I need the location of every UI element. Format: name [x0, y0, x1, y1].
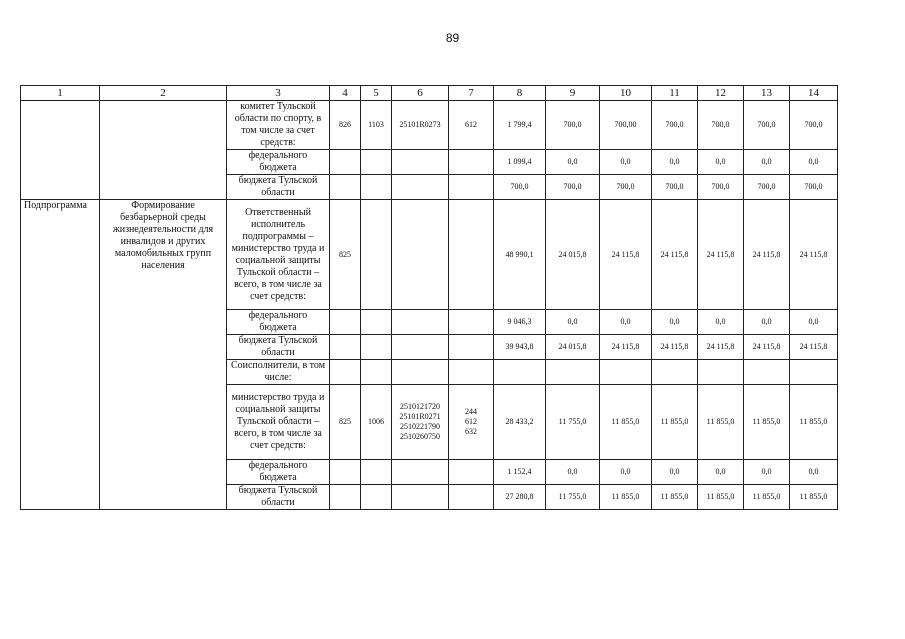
value-cell: 24 115,8 — [600, 335, 652, 360]
value-cell — [449, 335, 494, 360]
value-cell — [361, 360, 392, 385]
value-cell: 11 855,0 — [600, 485, 652, 510]
value-cell — [392, 360, 449, 385]
header-cell: 9 — [546, 86, 600, 101]
header-cell: 12 — [698, 86, 744, 101]
value-cell: 825 — [330, 385, 361, 460]
value-cell: 700,0 — [652, 175, 698, 200]
row-label-cell: комитет Тульской области по спорту, в том числе за счет средств: — [227, 101, 330, 150]
page-number: 89 — [445, 31, 460, 45]
value-cell — [330, 360, 361, 385]
value-cell — [330, 175, 361, 200]
value-cell: 0,0 — [790, 310, 838, 335]
header-cell: 3 — [227, 86, 330, 101]
value-cell: 9 046,3 — [494, 310, 546, 335]
value-cell: 11 855,0 — [744, 485, 790, 510]
value-cell — [361, 200, 392, 310]
value-cell: 700,0 — [698, 175, 744, 200]
value-cell: 700,0 — [790, 175, 838, 200]
header-cell: 4 — [330, 86, 361, 101]
value-cell: 24 115,8 — [698, 335, 744, 360]
value-cell — [361, 460, 392, 485]
value-cell: 11 855,0 — [652, 385, 698, 460]
header-cell: 14 — [790, 86, 838, 101]
value-cell: 700,0 — [546, 101, 600, 150]
value-cell: 700,0 — [494, 175, 546, 200]
value-cell: 24 115,8 — [600, 200, 652, 310]
value-cell: 24 115,8 — [652, 200, 698, 310]
value-cell: 0,0 — [600, 150, 652, 175]
value-cell: 0,0 — [698, 310, 744, 335]
value-cell — [449, 360, 494, 385]
value-cell: 24 015,8 — [546, 335, 600, 360]
value-cell — [744, 360, 790, 385]
value-cell: 0,0 — [744, 150, 790, 175]
value-cell — [392, 335, 449, 360]
value-cell: 825 — [330, 200, 361, 310]
value-cell — [330, 460, 361, 485]
block-sport-committee — [21, 101, 838, 200]
header-cell: 5 — [361, 86, 392, 101]
value-cell: 700,0 — [546, 175, 600, 200]
value-cell: 27 280,8 — [494, 485, 546, 510]
value-cell: 700,0 — [698, 101, 744, 150]
value-cell — [698, 360, 744, 385]
value-cell — [330, 310, 361, 335]
value-cell: 1006 — [361, 385, 392, 460]
value-cell: 700,0 — [744, 175, 790, 200]
value-cell: 11 855,0 — [698, 485, 744, 510]
value-cell — [790, 360, 838, 385]
value-cell — [361, 335, 392, 360]
value-cell: 2510121720 25101R0271 2510221790 2510260750 — [392, 385, 449, 460]
row-label-cell: Соисполнители, в том числе: — [227, 360, 330, 385]
value-cell — [449, 150, 494, 175]
row-label-cell: Ответственный исполнитель подпрограммы – министерство труда и социальной защиты Тульской области – всего, в том числе за счет средств: — [227, 200, 330, 310]
block-subprogram — [21, 200, 838, 510]
value-cell: 0,0 — [698, 150, 744, 175]
value-cell — [392, 460, 449, 485]
value-cell: 0,0 — [546, 460, 600, 485]
program-type-cell — [21, 101, 100, 200]
value-cell — [449, 175, 494, 200]
value-cell: 700,0 — [744, 101, 790, 150]
value-cell: 24 115,8 — [652, 335, 698, 360]
row-label-cell: бюджета Тульской области — [227, 485, 330, 510]
value-cell — [449, 460, 494, 485]
value-cell: 0,0 — [698, 460, 744, 485]
value-cell: 0,0 — [546, 310, 600, 335]
value-cell: 0,0 — [652, 150, 698, 175]
value-cell: 24 115,8 — [744, 335, 790, 360]
program-type-cell: Подпрограмма — [21, 200, 100, 510]
value-cell: 11 755,0 — [546, 385, 600, 460]
value-cell — [330, 485, 361, 510]
header-cell: 1 — [21, 86, 100, 101]
value-cell: 11 855,0 — [790, 485, 838, 510]
value-cell: 24 115,8 — [744, 200, 790, 310]
header-cell: 13 — [744, 86, 790, 101]
value-cell — [361, 150, 392, 175]
value-cell: 0,0 — [652, 460, 698, 485]
value-cell: 1 799,4 — [494, 101, 546, 150]
value-cell — [600, 360, 652, 385]
value-cell: 244 612 632 — [449, 385, 494, 460]
value-cell: 25101R0273 — [392, 101, 449, 150]
value-cell: 826 — [330, 101, 361, 150]
value-cell: 24 115,8 — [790, 335, 838, 360]
program-name-cell: Формирование безбарьерной среды жизнедеятельности для инвалидов и других маломобильных групп населения — [100, 200, 227, 510]
value-cell — [392, 200, 449, 310]
value-cell — [361, 310, 392, 335]
value-cell: 612 — [449, 101, 494, 150]
header-cell: 11 — [652, 86, 698, 101]
value-cell: 11 755,0 — [546, 485, 600, 510]
value-cell: 1103 — [361, 101, 392, 150]
header-cell: 8 — [494, 86, 546, 101]
value-cell: 0,0 — [600, 460, 652, 485]
value-cell: 0,0 — [546, 150, 600, 175]
value-cell — [449, 310, 494, 335]
row-label-cell: бюджета Тульской области — [227, 175, 330, 200]
value-cell — [330, 335, 361, 360]
value-cell — [546, 360, 600, 385]
value-cell — [494, 360, 546, 385]
value-cell — [392, 150, 449, 175]
value-cell: 24 015,8 — [546, 200, 600, 310]
value-cell — [449, 485, 494, 510]
header-row — [21, 86, 838, 101]
value-cell — [449, 200, 494, 310]
value-cell: 24 115,8 — [790, 200, 838, 310]
header-cell: 2 — [100, 86, 227, 101]
table-row — [21, 200, 838, 310]
row-label-cell: бюджета Тульской области — [227, 335, 330, 360]
program-name-cell — [100, 101, 227, 200]
value-cell: 0,0 — [600, 310, 652, 335]
value-cell: 11 855,0 — [652, 485, 698, 510]
value-cell: 39 943,8 — [494, 335, 546, 360]
row-label-cell: федерального бюджета — [227, 150, 330, 175]
value-cell — [652, 360, 698, 385]
value-cell: 1 099,4 — [494, 150, 546, 175]
header-cell: 7 — [449, 86, 494, 101]
value-cell: 11 855,0 — [600, 385, 652, 460]
value-cell: 0,0 — [744, 460, 790, 485]
value-cell — [361, 175, 392, 200]
value-cell: 48 990,1 — [494, 200, 546, 310]
value-cell — [392, 310, 449, 335]
value-cell — [392, 485, 449, 510]
value-cell — [392, 175, 449, 200]
value-cell: 0,0 — [652, 310, 698, 335]
value-cell: 24 115,8 — [698, 200, 744, 310]
row-label-cell: федерального бюджета — [227, 310, 330, 335]
value-cell: 28 433,2 — [494, 385, 546, 460]
value-cell — [361, 485, 392, 510]
value-cell — [330, 150, 361, 175]
value-cell: 0,0 — [790, 460, 838, 485]
value-cell: 0,0 — [744, 310, 790, 335]
row-label-cell: федерального бюджета — [227, 460, 330, 485]
value-cell: 700,0 — [652, 101, 698, 150]
value-cell: 11 855,0 — [790, 385, 838, 460]
value-cell: 700,00 — [600, 101, 652, 150]
value-cell: 0,0 — [790, 150, 838, 175]
value-cell: 11 855,0 — [744, 385, 790, 460]
value-cell: 11 855,0 — [698, 385, 744, 460]
budget-table — [20, 85, 838, 510]
header-cell: 6 — [392, 86, 449, 101]
value-cell: 700,0 — [790, 101, 838, 150]
value-cell: 1 152,4 — [494, 460, 546, 485]
row-label-cell: министерство труда и социальной защиты Тульской области – всего, в том числе за счет средств: — [227, 385, 330, 460]
table-row — [21, 101, 838, 150]
value-cell: 700,0 — [600, 175, 652, 200]
header-cell: 10 — [600, 86, 652, 101]
